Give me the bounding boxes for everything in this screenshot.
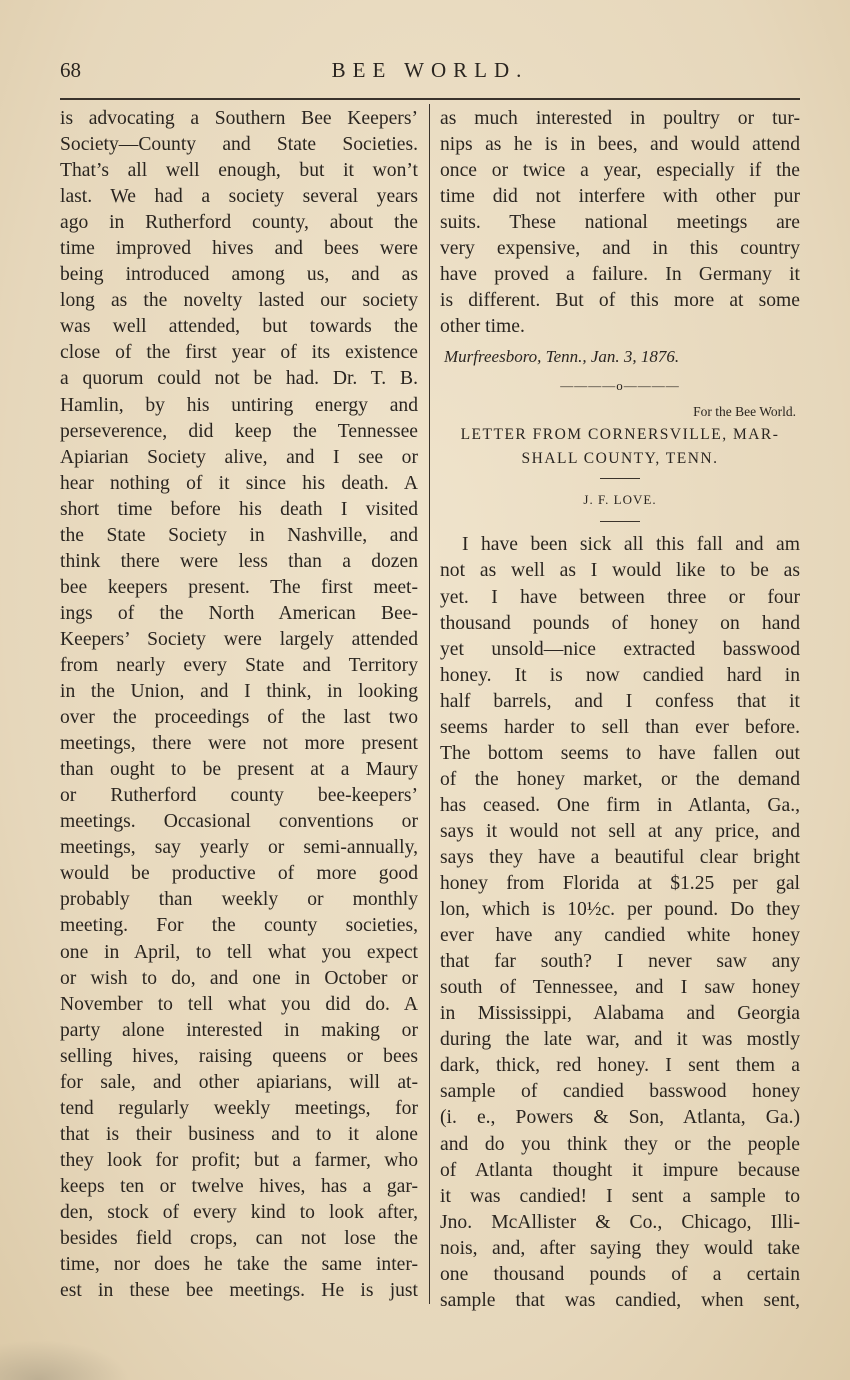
column-divider <box>429 104 430 1304</box>
left-column <box>60 106 418 1304</box>
text-line: hear nothing of it since his death. A <box>60 472 418 494</box>
text-line: is different. But of this more at some <box>440 290 800 312</box>
text-line: nips as he is in bees, and would attend <box>440 134 800 156</box>
letter-title-line-1: LETTER FROM CORNERSVILLE, MAR- <box>460 426 780 444</box>
author-rule <box>600 521 640 522</box>
text-line: think there were less than a dozen <box>60 550 418 572</box>
text-line: time improved hives and bees were <box>60 238 418 260</box>
text-line: one in April, to tell what you expect <box>60 941 418 963</box>
text-line: dark, thick, red honey. I sent them a <box>440 1055 800 1077</box>
right-paragraph-2 <box>440 532 800 1313</box>
text-line: Jno. McAllister & Co., Chicago, Illi- <box>440 1211 800 1233</box>
text-line: meetings, say yearly or semi-annually, <box>60 837 418 859</box>
page-stain <box>0 1340 130 1380</box>
text-line: selling hives, raising queens or bees <box>60 1045 418 1067</box>
title-rule <box>600 478 640 479</box>
text-line: they look for profit; but a farmer, who <box>60 1149 418 1171</box>
text-line: of the honey market, or the demand <box>440 768 800 790</box>
text-line: or Rutherford county bee-keepers’ <box>60 785 418 807</box>
text-line: south of Tennessee, and I saw honey <box>440 977 800 999</box>
text-line: last. We had a society several years <box>60 186 418 208</box>
text-line: honey. It is now candied hard in <box>440 664 800 686</box>
text-line: party alone interested in making or <box>60 1019 418 1041</box>
text-line: a quorum could not be had. Dr. T. B. <box>60 368 418 390</box>
right-column <box>440 106 800 1314</box>
text-line: ago in Rutherford county, about the <box>60 212 418 234</box>
text-line: is advocating a Southern Bee Keepers’ <box>60 108 418 129</box>
text-line: yet unsold—nice extracted basswood <box>440 638 800 660</box>
text-line: yet. I have between three or four <box>440 586 800 608</box>
right-paragraph-1 <box>440 106 800 340</box>
text-line: (i. e., Powers & Son, Atlanta, Ga.) <box>440 1107 800 1129</box>
text-line: lon, which is 10½c. per pound. Do they <box>440 899 800 921</box>
text-line: nois, and, after saying they would take <box>440 1237 800 1259</box>
text-line: was well attended, but towards the <box>60 316 418 338</box>
text-line: meeting. For the county societies, <box>60 915 418 937</box>
text-line: That’s all well enough, but it won’t <box>60 160 418 182</box>
text-line: seems harder to sell than ever before. <box>440 716 800 738</box>
text-line: time did not interfere with other pur <box>440 186 800 208</box>
author-name: J. F. LOVE. <box>583 492 657 508</box>
text-line: has ceased. One firm in Atlanta, Ga., <box>440 794 800 816</box>
text-line: one thousand pounds of a certain <box>440 1263 800 1285</box>
text-line: of Atlanta thought it impure because <box>440 1159 800 1181</box>
text-line: once or twice a year, especially if the <box>440 160 800 182</box>
text-line: for sale, and other apiarians, will at- <box>60 1071 418 1093</box>
text-line: in the Union, and I think, in looking <box>60 681 418 703</box>
text-line: during the late war, and it was mostly <box>440 1029 800 1051</box>
text-line: from nearly every State and Territory <box>60 654 418 676</box>
text-line: says they have a beautiful clear bright <box>440 846 800 868</box>
text-line: over the proceedings of the last two <box>60 707 418 729</box>
text-line: keeps ten or twelve hives, has a gar- <box>60 1175 418 1197</box>
dateline: Murfreesboro, Tenn., Jan. 3, 1876. <box>444 347 680 367</box>
text-line: close of the first year of its existence <box>60 342 418 364</box>
text-line: being introduced among us, and as <box>60 264 418 286</box>
text-line: other time. <box>440 316 525 338</box>
text-line: sample that was candied, when sent, <box>440 1289 800 1311</box>
text-line: and do you think they or the people <box>440 1133 800 1155</box>
text-line: it was candied! I sent a sample to <box>440 1185 800 1207</box>
text-line: short time before his death I visited <box>60 498 418 520</box>
text-line: Society—County and State Societies. <box>60 134 418 156</box>
text-line: very expensive, and in this country <box>440 238 800 260</box>
running-title: BEE WORLD. <box>331 58 529 82</box>
text-line: that far south? I never saw any <box>440 951 800 973</box>
text-line: suits. These national meetings are <box>440 212 800 234</box>
text-line: Hamlin, by his untiring energy and <box>60 394 418 416</box>
for-the-bee-world: For the Bee World. <box>693 404 796 420</box>
text-line: meetings, there were not more present <box>60 733 418 755</box>
text-line: says it would not sell at any price, and <box>440 820 800 842</box>
text-line: thousand pounds of honey on hand <box>440 612 800 634</box>
text-line: The bottom seems to have fallen out <box>440 742 800 764</box>
text-line: sample of candied basswood honey <box>440 1081 800 1103</box>
text-line: Keepers’ Society were largely attended <box>60 628 418 650</box>
page-header <box>60 58 800 88</box>
text-line: meetings. Occasional conventions or <box>60 811 418 833</box>
text-line: have proved a failure. In Germany it <box>440 264 800 286</box>
text-line: than ought to be present at a Maury <box>60 759 418 781</box>
text-line: tend regularly weekly meetings, for <box>60 1097 418 1119</box>
text-line: I have been sick all this fall and am <box>462 534 800 556</box>
text-line: probably than weekly or monthly <box>60 889 418 911</box>
letter-title-line-2: SHALL COUNTY, TENN. <box>521 450 719 468</box>
text-line: bee keepers present. The first meet- <box>60 576 418 598</box>
page-number: 68 <box>60 58 81 82</box>
text-line: honey from Florida at $1.25 per gal <box>440 873 800 895</box>
text-line: as much interested in poultry or tur- <box>440 108 800 129</box>
text-line: that is their business and to it alone <box>60 1123 418 1145</box>
header-rule <box>60 98 800 100</box>
text-line: in Mississippi, Alabama and Georgia <box>440 1003 800 1025</box>
text-line: long as the novelty lasted our society <box>60 290 418 312</box>
text-line: half barrels, and I confess that it <box>440 690 800 712</box>
text-line: den, stock of every kind to look after, <box>60 1201 418 1223</box>
text-line: Apiarian Society alive, and I see or <box>60 446 418 468</box>
section-separator: ————o———— <box>560 378 680 394</box>
text-line: would be productive of more good <box>60 863 418 885</box>
text-line: the State Society in Nashville, and <box>60 524 418 546</box>
text-line: November to tell what you did do. A <box>60 993 418 1015</box>
text-line: ings of the North American Bee- <box>60 602 418 624</box>
text-line: est in these bee meetings. He is just <box>60 1280 418 1302</box>
text-line: besides field crops, can not lose the <box>60 1228 418 1250</box>
text-line: or wish to do, and one in October or <box>60 967 418 989</box>
text-line: time, nor does he take the same inter- <box>60 1254 418 1276</box>
text-line: perseverence, did keep the Tennessee <box>60 420 418 442</box>
text-line: not as well as I would like to be as <box>440 560 800 582</box>
text-line: ever have any candied white honey <box>440 925 800 947</box>
